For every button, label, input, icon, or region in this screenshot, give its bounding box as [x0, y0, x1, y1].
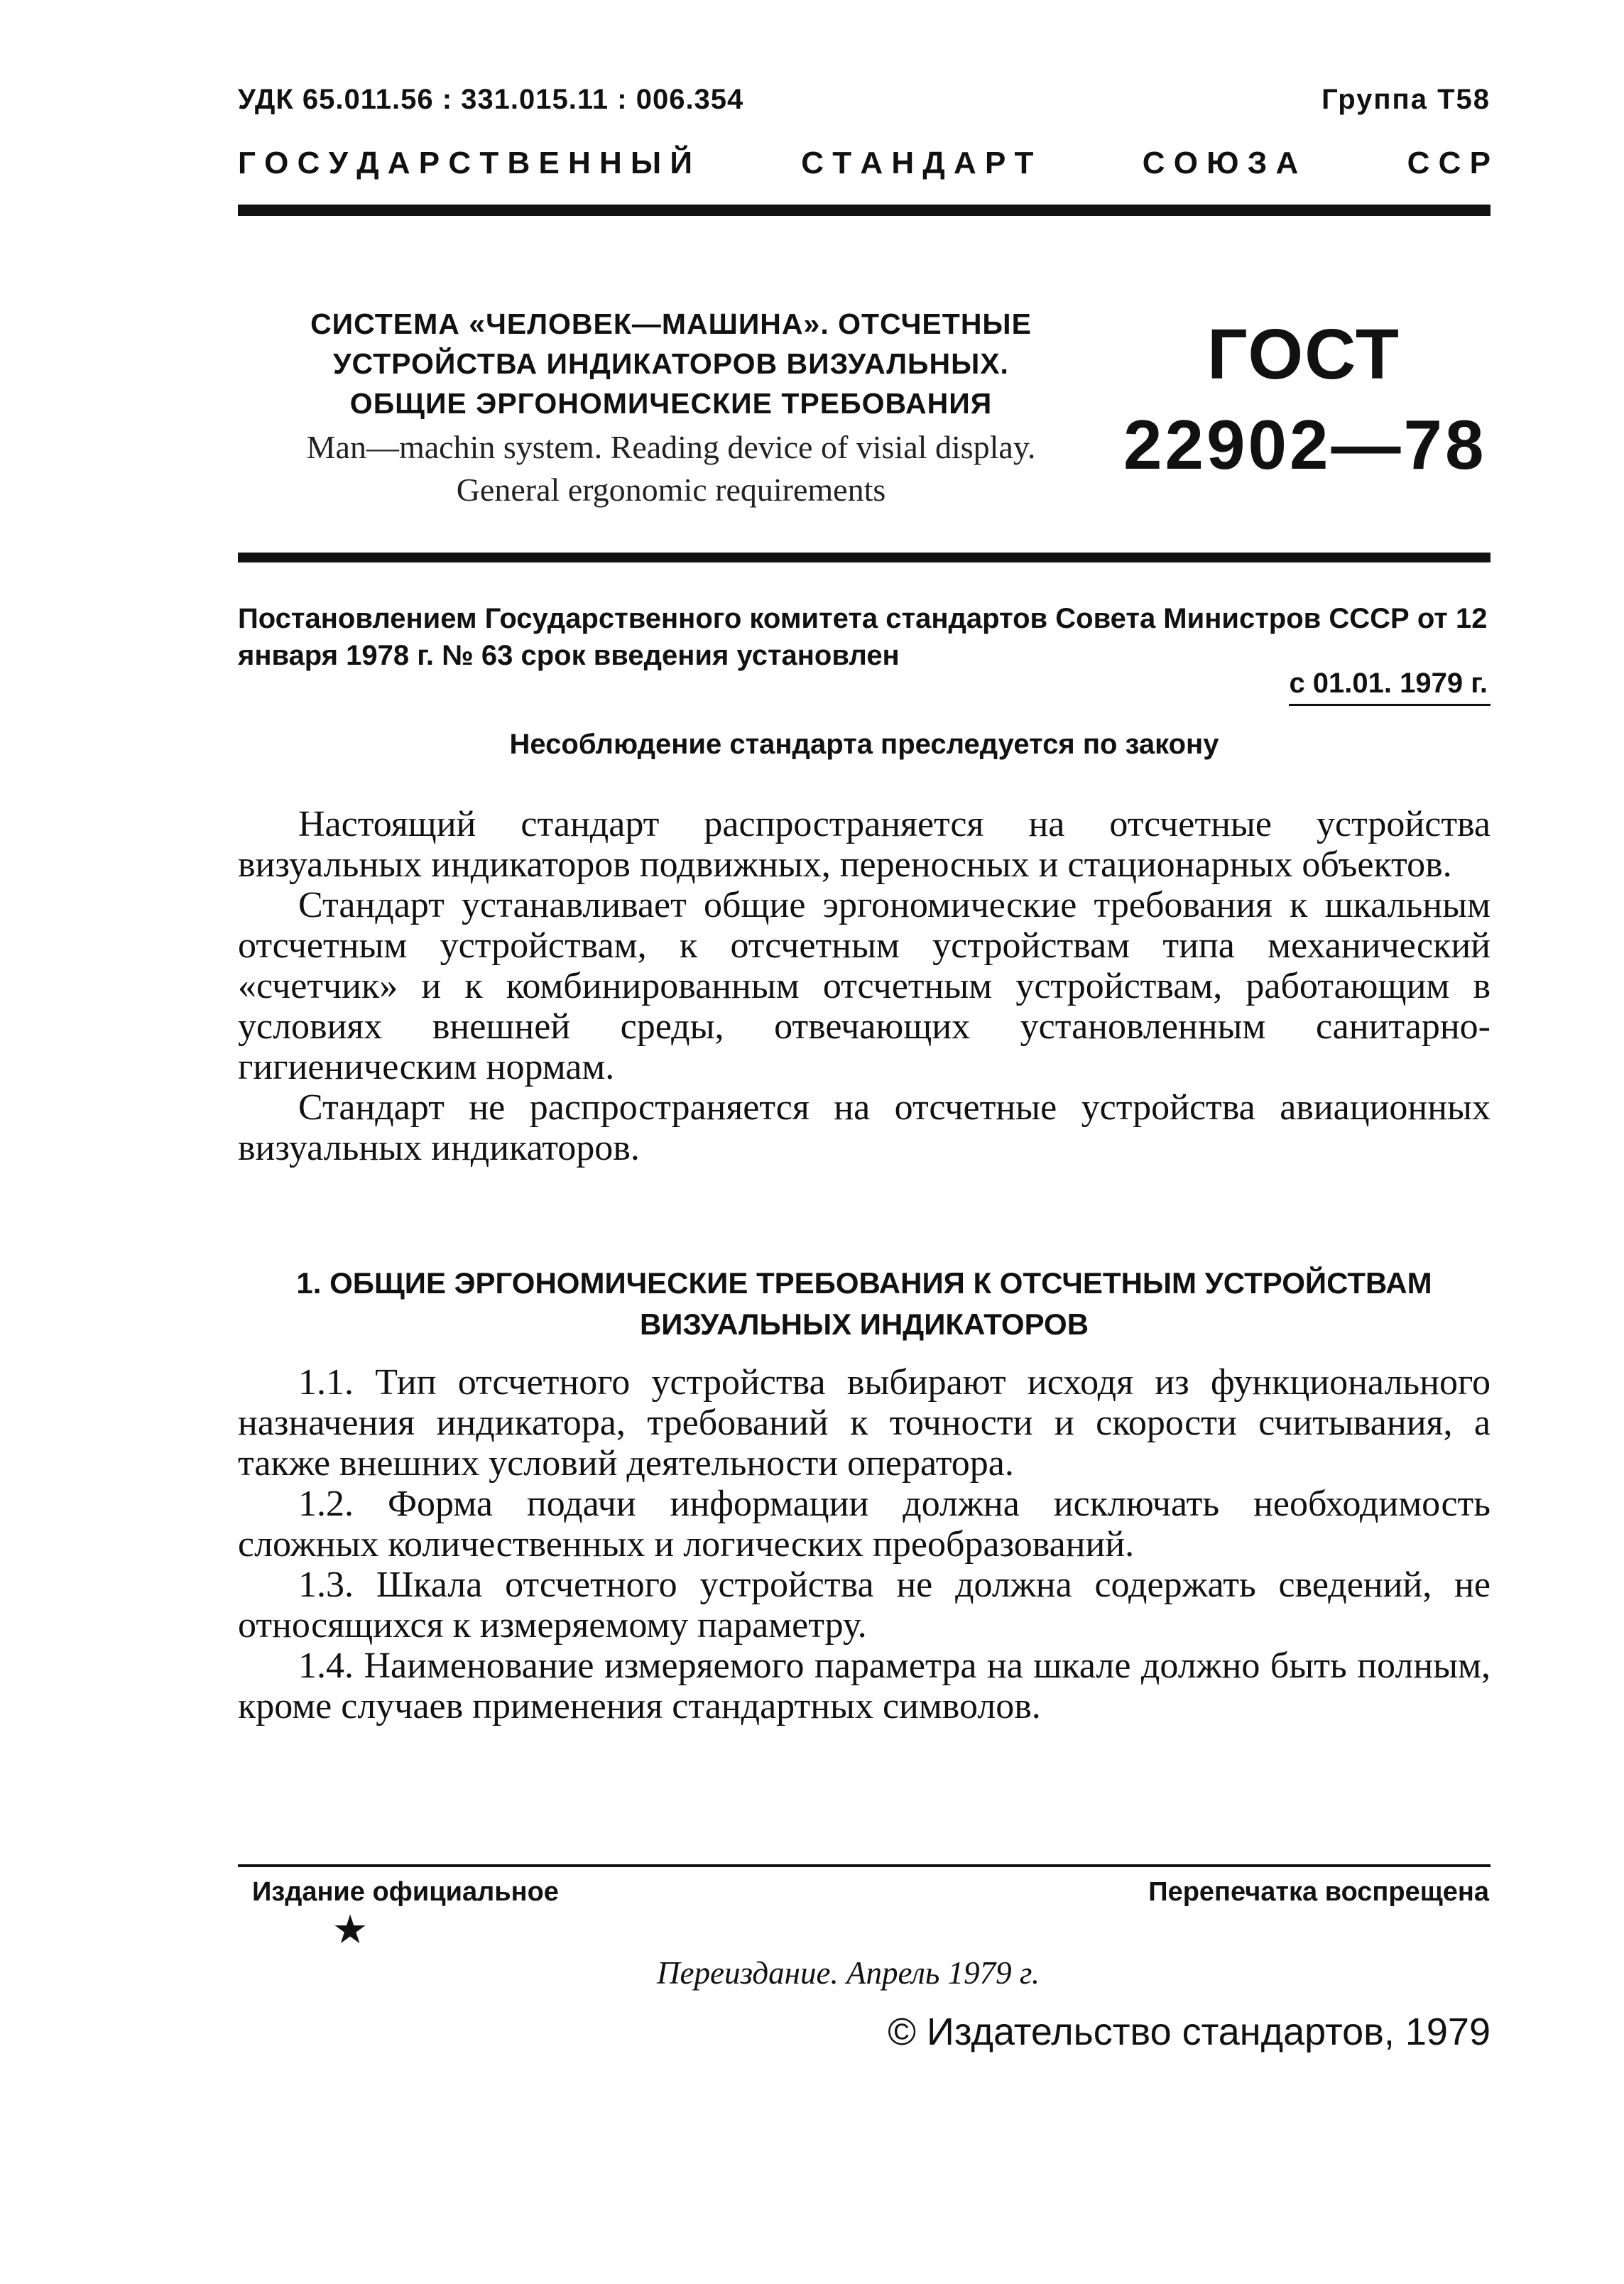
gost-number: 22902—78: [1123, 406, 1487, 484]
publisher-copyright: © Издательство стандартов, 1979: [888, 2011, 1491, 2053]
title-english: [238, 426, 1104, 511]
section-heading-line: ВИЗУАЛЬНЫХ ИНДИКАТОРОВ: [639, 1307, 1089, 1341]
clause-1-2: 1.2. Форма подачи информации должна исключать необходимость сложных количественных и логических преобразований.: [238, 1484, 1491, 1565]
reissue-note: Переиздание. Апрель 1979 г.: [657, 1955, 1040, 1991]
group-code: Группа Т58: [1321, 84, 1491, 115]
star-icon: ★: [332, 1907, 369, 1953]
clause-1-4: 1.4. Наименование измеряемого параметра на шкале должно быть полным, кроме случаев применения стандартных символов.: [238, 1646, 1491, 1726]
footer-rule: [238, 1864, 1491, 1867]
section-1-items: [238, 1362, 1491, 1726]
no-reprint-notice: Перепечатка воспрещена: [1148, 1877, 1489, 1907]
title-en-line: General ergonomic requirements: [456, 472, 886, 508]
intro-paragraph: Стандарт устанавливает общие эргономические требования к шкальным отсчетным устройствам, к отсчетным устройствам типа механический «счетчик» и к комбинированным отсчетным устройствам, работающим в условиях внешней среды, отвечающих установленным санитарно-гигиеническим нормам.: [238, 885, 1491, 1087]
legal-warning: Несоблюдение стандарта преследуется по закону: [509, 729, 1219, 760]
heading-word-ssr: С С Р: [1407, 146, 1491, 180]
title-en-line: Man—machin system. Reading device of visial display.: [306, 429, 1036, 465]
clause-1-3: 1.3. Шкала отсчетного устройства не должна содержать сведений, не относящихся к измеряемому параметру.: [238, 1565, 1491, 1646]
intro-text: [238, 804, 1491, 1168]
section-heading-line: 1. ОБЩИЕ ЭРГОНОМИЧЕСКИЕ ТРЕБОВАНИЯ К ОТСЧЕТНЫМ УСТРОЙСТВАМ: [296, 1266, 1432, 1300]
title-ru-line: ОБЩИЕ ЭРГОНОМИЧЕСКИЕ ТРЕБОВАНИЯ: [349, 387, 993, 420]
gost-label: ГОСТ: [1207, 315, 1400, 394]
document-title: [238, 304, 1104, 511]
heading-word-union: С О Ю З А: [1142, 146, 1299, 180]
section-1-heading: [238, 1263, 1491, 1345]
title-divider-rule: [238, 553, 1491, 562]
heading-word-standard: С Т А Н Д А Р Т: [801, 146, 1034, 180]
intro-paragraph: Настоящий стандарт распространяется на отсчетные устройства визуальных индикаторов подвижных, переносных и стационарных объектов.: [238, 804, 1491, 885]
clause-1-1: 1.1. Тип отсчетного устройства выбирают исходя из функционального назначения индикатора, требований к точности и скорости считывания, а также внешних условий деятельности оператора.: [238, 1362, 1491, 1484]
effective-date: с 01.01. 1979 г.: [1289, 668, 1491, 706]
title-russian: [238, 304, 1104, 423]
udk-code: УДК 65.011.56 : 331.015.11 : 006.354: [238, 84, 744, 115]
title-ru-line: УСТРОЙСТВА ИНДИКАТОРОВ ВИЗУАЛЬНЫХ.: [333, 347, 1009, 380]
decree-text: Постановлением Государственного комитета стандартов Совета Министров СССР от 12 января 1978 г. № 63 срок введения установлен: [238, 603, 1488, 671]
top-thick-rule: [238, 205, 1491, 216]
official-edition: Издание официальное: [252, 1877, 559, 1907]
state-standard-heading: [238, 146, 1491, 181]
heading-word-state: Г О С У Д А Р С Т В Е Н Н Ы Й: [238, 146, 692, 180]
title-ru-line: СИСТЕМА «ЧЕЛОВЕК—МАШИНА». ОТСЧЕТНЫЕ: [310, 308, 1032, 340]
intro-paragraph: Стандарт не распространяется на отсчетные устройства авиационных визуальных индикаторов.: [238, 1087, 1491, 1168]
